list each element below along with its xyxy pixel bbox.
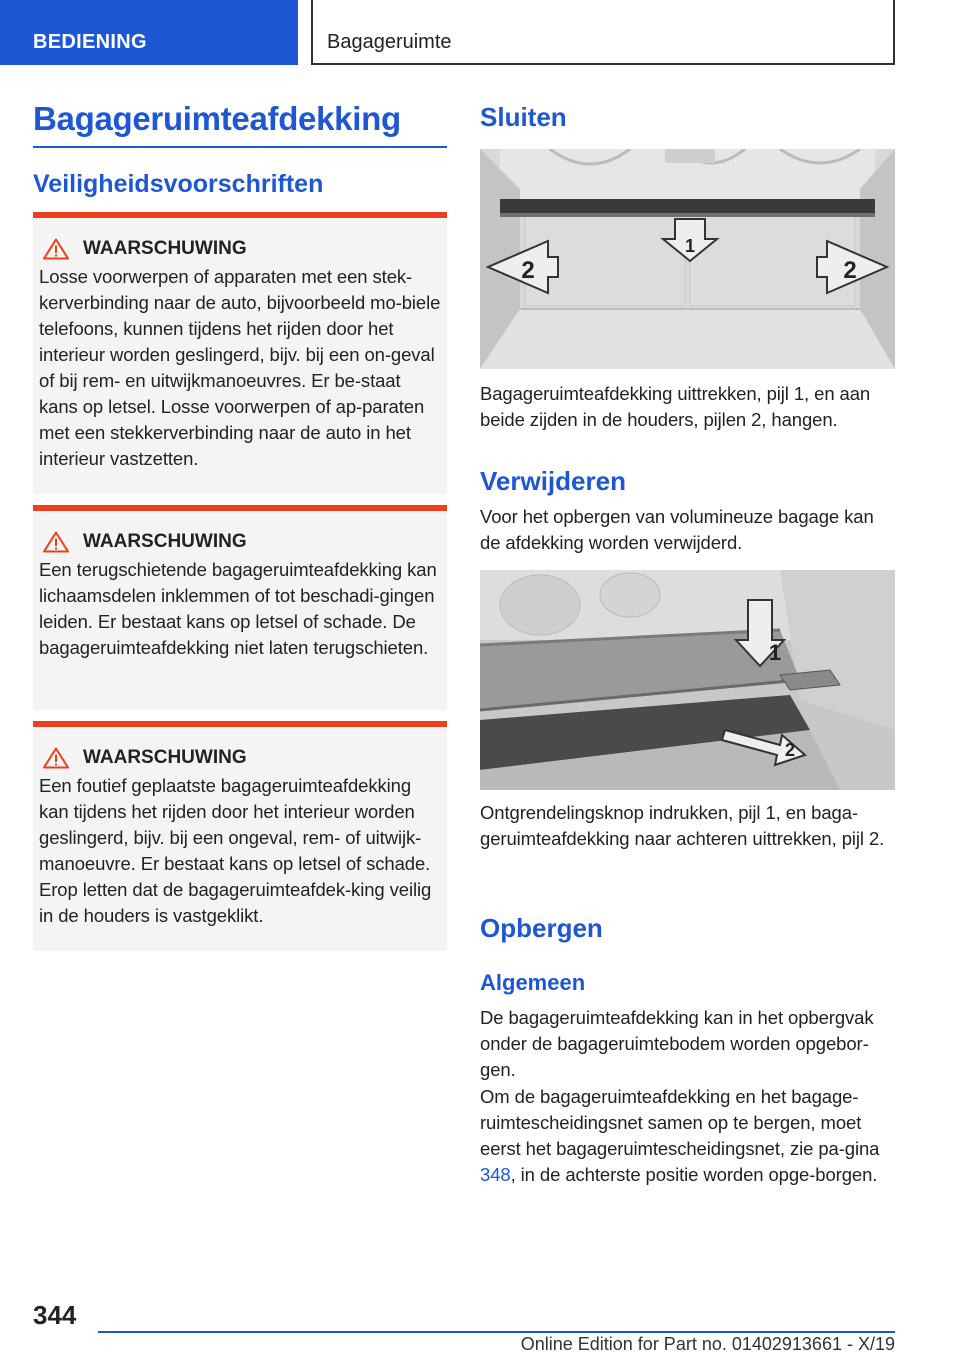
arrow-label: 2 <box>843 257 857 284</box>
cargo-cover-close-illustration <box>480 149 895 369</box>
warning-box-2 <box>33 505 447 710</box>
page-reference-link[interactable]: 348 <box>480 1164 511 1185</box>
verwijderen-caption: Ontgrendelingsknop indrukken, pijl 1, en baga-geruimteafdekking naar achteren uittrekken, pijl 2. <box>480 802 885 849</box>
warning-box-3 <box>33 721 447 951</box>
warning-text: Losse voorwerpen of apparaten met een stek-kerverbinding naar de auto, bijvoorbeeld mo-biele telefoons, kunnen tijdens het rijden door het interieur worden geslingerd, bijv. bij een on-geval of bij rem- en uitwijkmanoeuvres. Er be-staat kans op letsel. Losse voorwerpen of ap-paraten met een stekkerverbinding naar de auto in het interieur vastzetten. <box>39 266 441 469</box>
arrow-label: 1 <box>768 640 782 665</box>
paragraph-text: Om de bagageruimteafdekking en het bagage-ruimtescheidingsnet samen op te bergen, moet eerst het bagageruimtescheidingsnet, zie pa-gina <box>480 1086 880 1159</box>
header-section: BEDIENING <box>0 0 298 65</box>
opbergen-paragraph-2 <box>480 1084 896 1188</box>
warning-label: WAARSCHUWING <box>83 238 247 259</box>
arrow-label: 2 <box>521 257 535 284</box>
verwijderen-intro: Voor het opbergen van volumineuze bagage kan de afdekking worden verwijderd. <box>480 506 874 553</box>
warning-triangle-icon <box>43 531 69 553</box>
arrow-label: 1 <box>684 236 696 256</box>
page-title: Bagageruimteafdekking <box>33 100 401 137</box>
warning-box-1 <box>33 212 447 494</box>
warning-text: Een terugschietende bagageruimteafdekking kan lichaamsdelen inklemmen of tot beschadi-gingen leiden. Er bestaat kans op letsel of schade. De bagageruimteafdekking niet laten terugschieten. <box>39 559 437 658</box>
heading-opbergen: Opbergen <box>480 913 603 943</box>
header-chapter: Bagageruimte <box>311 0 895 65</box>
paragraph-text: , in de achterste positie worden opge-borgen. <box>510 1164 878 1185</box>
sluiten-caption: Bagageruimteafdekking uittrekken, pijl 1, en aan beide zijden in de houders, pijlen 2, hangen. <box>480 383 871 430</box>
heading-algemeen: Algemeen <box>480 970 586 995</box>
warning-label: WAARSCHUWING <box>83 747 247 768</box>
warning-triangle-icon <box>43 747 69 769</box>
opbergen-paragraph-1: De bagageruimteafdekking kan in het opbergvak onder de bagageruimtebodem worden opgebor-gen. <box>480 1007 874 1080</box>
page-number: 344 <box>33 1300 77 1330</box>
heading-verwijderen: Verwijderen <box>480 466 626 496</box>
section-subtitle: Veiligheidsvoorschriften <box>33 170 324 198</box>
footer-edition: Online Edition for Part no. 01402913661 - X/19 <box>520 1334 895 1354</box>
warning-text: Een foutief geplaatste bagageruimteafdekking kan tijdens het rijden door het interieur worden geslingerd, bijv. bij een ongeval, rem- of uitwijk-manoeuvre. Er bestaat kans op letsel of schade. Erop letten dat de bagageruimteafdek-king veilig in de houders is vastgeklikt. <box>39 775 432 926</box>
footer-divider <box>98 1331 895 1333</box>
arrow-label: 2 <box>784 740 796 760</box>
title-divider <box>33 146 447 148</box>
cargo-cover-remove-illustration <box>480 570 895 790</box>
heading-sluiten: Sluiten <box>480 102 567 132</box>
warning-label: WAARSCHUWING <box>83 531 247 552</box>
warning-triangle-icon <box>43 238 69 260</box>
